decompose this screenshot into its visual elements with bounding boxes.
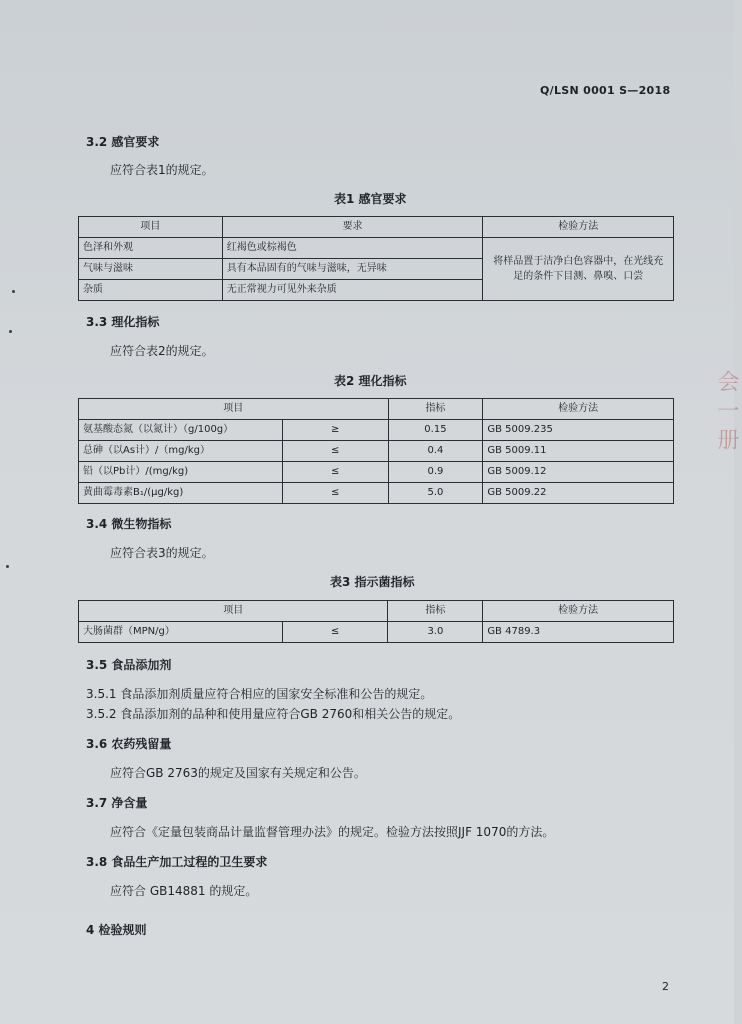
table-header-cell: 检验方法 <box>483 399 674 420</box>
table-cell: 总砷（以As计）/（mg/kg） <box>79 441 283 462</box>
table-cell: GB 5009.22 <box>483 483 674 504</box>
section-3-3-heading: 3.3 理化指标 <box>86 315 160 329</box>
table2-caption: 表2 理化指标 <box>334 374 407 388</box>
section-3-2-heading: 3.2 感官要求 <box>86 135 160 149</box>
table-header-cell: 检验方法 <box>483 217 674 238</box>
table-header-row <box>79 217 674 238</box>
table-cell: 0.4 <box>388 441 483 462</box>
table-cell: 具有本品固有的气味与滋味，无异味 <box>222 259 483 280</box>
table-cell: 无正常视力可见外来杂质 <box>222 280 483 301</box>
table-cell: GB 4789.3 <box>483 622 674 643</box>
section-3-5-2-text: 3.5.2 食品添加剂的品种和使用量应符合GB 2760和相关公告的规定。 <box>86 707 461 721</box>
scan-speck <box>9 330 12 333</box>
table-header-cell: 项目 <box>79 399 389 420</box>
scan-speck <box>12 290 15 293</box>
table2 <box>78 398 674 504</box>
section-3-6-heading: 3.6 农药残留量 <box>86 737 172 751</box>
section-3-7-heading: 3.7 净含量 <box>86 796 148 810</box>
table1 <box>78 216 674 301</box>
table-cell: 0.9 <box>388 462 483 483</box>
scan-speck <box>6 565 9 568</box>
table-header-cell: 项目 <box>79 217 223 238</box>
table-row <box>79 622 674 643</box>
table-cell: GB 5009.11 <box>483 441 674 462</box>
table-row <box>79 420 674 441</box>
table3 <box>78 600 674 643</box>
section-3-8-heading: 3.8 食品生产加工过程的卫生要求 <box>86 855 268 869</box>
table-cell: GB 5009.235 <box>483 420 674 441</box>
table-cell: 杂质 <box>79 280 223 301</box>
table3-caption: 表3 指示菌指标 <box>330 575 415 589</box>
table-header-cell: 项目 <box>79 601 388 622</box>
comparison-symbol: ≤ <box>282 441 388 462</box>
inspection-method-cell: 将样品置于洁净白色容器中，在光线充足的条件下目测、鼻嗅、口尝 <box>483 238 674 301</box>
comparison-symbol: ≤ <box>282 622 388 643</box>
table-cell: 0.15 <box>388 420 483 441</box>
table-row <box>79 441 674 462</box>
table-row <box>79 238 674 259</box>
table-header-cell: 要求 <box>222 217 483 238</box>
table-header-row <box>79 399 674 420</box>
table-row <box>79 462 674 483</box>
table-cell: 气味与滋味 <box>79 259 223 280</box>
table-cell: 色泽和外观 <box>79 238 223 259</box>
comparison-symbol: ≤ <box>282 483 388 504</box>
comparison-symbol: ≥ <box>282 420 388 441</box>
section-3-4-heading: 3.4 微生物指标 <box>86 517 172 531</box>
section-3-2-text: 应符合表1的规定。 <box>110 163 214 177</box>
table-cell: 黄曲霉毒素B₁/(μg/kg) <box>79 483 283 504</box>
section-3-7-text: 应符合《定量包装商品计量监督管理办法》的规定。检验方法按照JJF 1070的方法。 <box>110 825 555 839</box>
section-3-5-1-text: 3.5.1 食品添加剂质量应符合相应的国家安全标准和公告的规定。 <box>86 687 433 701</box>
table-cell: 3.0 <box>388 622 483 643</box>
section-3-3-text: 应符合表2的规定。 <box>110 344 214 358</box>
section-3-5-heading: 3.5 食品添加剂 <box>86 658 172 672</box>
table-cell: 大肠菌群（MPN/g） <box>79 622 283 643</box>
table1-caption: 表1 感官要求 <box>334 192 407 206</box>
table-header-cell: 检验方法 <box>483 601 674 622</box>
table-header-cell: 指标 <box>388 601 483 622</box>
table-cell: 红褐色或棕褐色 <box>222 238 483 259</box>
table-row <box>79 483 674 504</box>
table-header-cell: 指标 <box>388 399 483 420</box>
page-number: 2 <box>662 980 669 993</box>
table-cell: 5.0 <box>388 483 483 504</box>
section-4-heading: 4 检验规则 <box>86 923 147 937</box>
table-cell: 氨基酸态氮（以氮计）（g/100g） <box>79 420 283 441</box>
section-3-6-text: 应符合GB 2763的规定及国家有关规定和公告。 <box>110 766 366 780</box>
table-cell: 铅（以Pb计）/(mg/kg) <box>79 462 283 483</box>
section-3-8-text: 应符合 GB14881 的规定。 <box>110 884 258 898</box>
document-id: Q/LSN 0001 S—2018 <box>540 84 671 97</box>
table-cell: GB 5009.12 <box>483 462 674 483</box>
section-3-4-text: 应符合表3的规定。 <box>110 546 214 560</box>
comparison-symbol: ≤ <box>282 462 388 483</box>
table-header-row <box>79 601 674 622</box>
seal-stamp-fragment: 会 一 册 <box>714 370 739 450</box>
